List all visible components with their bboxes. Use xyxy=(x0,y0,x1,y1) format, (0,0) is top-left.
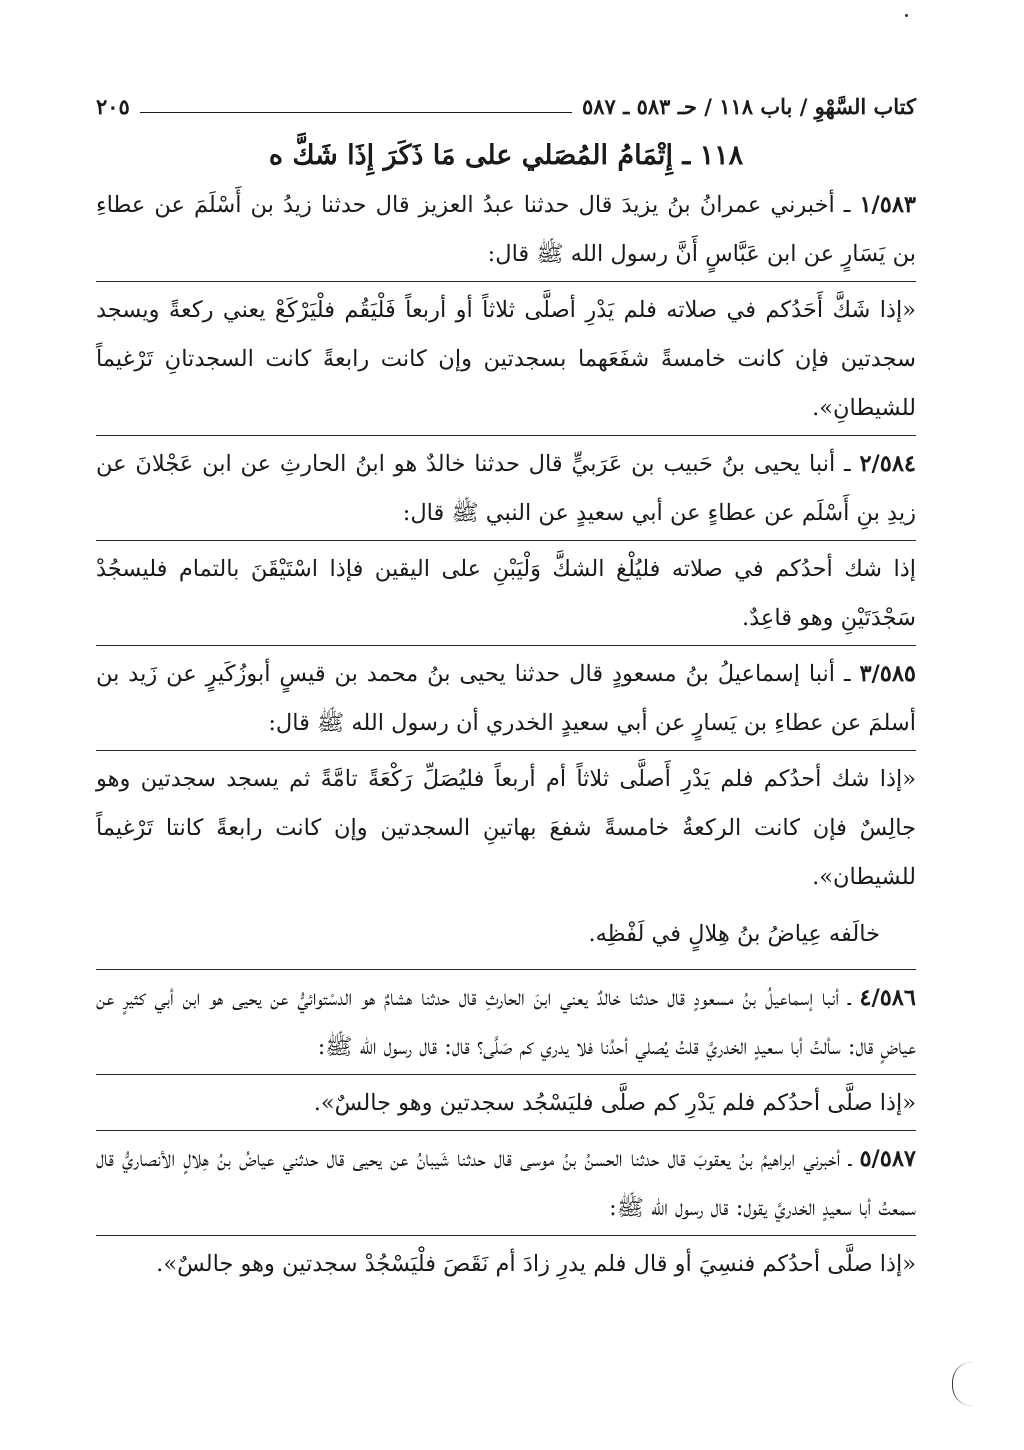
hadith-number: ٢/٥٨٤ xyxy=(859,451,916,478)
section-divider xyxy=(96,969,916,970)
hadith-isnad xyxy=(96,650,916,748)
hadith-isnad xyxy=(96,440,916,538)
page xyxy=(96,90,916,1289)
hadith-number: ١/٥٨٣ xyxy=(859,192,916,219)
ink-dot xyxy=(905,14,908,17)
hadith-isnad xyxy=(96,181,916,279)
hadith-584 xyxy=(96,440,916,646)
hadith-matn: «إذا صلَّى أحدُكم فلم يَدْرِ كم صلَّى فليَسْجُد سجدتين وهو جالسٌ». xyxy=(313,1090,916,1117)
section-divider xyxy=(96,540,916,541)
header-title: كتاب السَّهْوِ / باب ١١٨ / حـ ٥٨٣ ـ ٥٨٧ xyxy=(582,93,916,119)
isnad-text: ـ أنبا يحيى بنُ حَبيب بن عَرَبيٍّ قال حدثنا خالدٌ هو ابنُ الحارثِ عن ابن عَجْلانَ عن زيدِ بنِ أَسْلَم عن عطاءٍ عن أبي سعيدٍ عن النبي ﷺ قال: xyxy=(96,451,916,527)
hadith-matn: «إذا شك أحدُكم فلم يَدْرِ أَصلَّى ثلاثاً أم أربعاً فليُصَلِّ رَكْعَةً تامَّةً ثم يسجد سجدتين وهو جالِسٌ فإن كانت الركعةُ خامسةً شفعَ بهاتينِ السجدتين وإن كانت رابعةً كانتا تَرْغيماً للشيطان». xyxy=(96,766,916,891)
isnad-text: ـ أنبا إسماعيلُ بنُ مسعودٍ قال حدثنا خالدٌ يعني ابنَ الحارثِ قال حدثنا هشامٌ هو الدسْتوائيُّ عن يحيى هو ابن أبي كثيرٍ عن عياضٍ قال: سألتُ أبا سعيدٍ الخدريَّ قلتُ يُصلي أحدُنا فلا يدري كم صَلَّى؟ قال: قال رسول الله ﷺ: xyxy=(96,985,916,1061)
section-divider xyxy=(96,435,916,436)
section-divider xyxy=(96,1235,916,1236)
chapter-title: ١١٨ ـ إِتْمَامُ المُصَلي على مَا ذَكَرَ إِذَا شَكَّ ه xyxy=(268,140,744,171)
section-divider xyxy=(96,1074,916,1075)
margin-bracket-mark xyxy=(952,1362,973,1406)
hadith-587 xyxy=(96,1135,916,1289)
hadith-isnad xyxy=(96,1135,916,1233)
isnad-text: ـ أخبرني ابراهيمُ بنُ يعقوبَ قال حدثنا الحسنُ بنُ موسى قال حدثنا شَيبانُ عن يحيى قال حدثني عياضُ بنُ هِلالٍ الأنصاريُّ قال سمعتُ أبا سعيدٍ الخدريَّ يقول: قال رسول الله ﷺ: xyxy=(96,1146,916,1222)
hadith-583 xyxy=(96,181,916,436)
section-divider xyxy=(96,1130,916,1131)
hadith-matn: «إذا صلَّى أحدُكم فنسِيَ أو قال فلم يدرِ زادَ أم نَقَصَ فلْيَسْجُدْ سجدتين وهو جالسٌ». xyxy=(156,1251,916,1278)
section-divider xyxy=(96,281,916,282)
page-number: ٢٠٥ xyxy=(96,93,130,119)
isnad-text: ـ أنبا إسماعيلُ بنُ مسعودٍ قال حدثنا يحيى بنُ محمد بن قيسٍ أبوزُكَيرٍ عن زَيد بن أسلمَ عن عطاءِ بن يَسارٍ عن أبي سعيدٍ الخدري أن رسول الله ﷺ قال: xyxy=(96,661,916,737)
hadith-586 xyxy=(96,974,916,1131)
section-divider xyxy=(96,750,916,751)
section-divider xyxy=(96,645,916,646)
hadith-number: ٤/٥٨٦ xyxy=(859,985,916,1012)
hadith-matn: إذا شك أحدُكم في صلاته فليُلْغ الشكَّ وَلْيَبْنِ على اليقين فإذا اسْتَيْقَنَ بالتمام فليسجُدْ سَجْدَتَيْنِ وهو قاعِدٌ. xyxy=(96,556,916,632)
hadith-isnad xyxy=(96,974,916,1072)
hadith-matn: «إذا شَكَّ أَحَدُكم في صلاته فلم يَدْرِ أصلَّى ثلاثاً أو أربعاً فَلْيَقُم فلْيَرْكَعْ يعني ركعةً ويسجد سجدتين فإن كانت خامسةً شفَعَهما بسجدتين وإن كانت رابعةً كانت السجدتانِ تَرْغيماً للشيطانِ». xyxy=(96,297,916,422)
hadith-number: ٥/٥٨٧ xyxy=(859,1146,916,1173)
isnad-text: ـ أخبرني عمرانُ بنُ يزيدَ قال حدثنا عبدُ العزيز قال حدثنا زيدُ بن أَسْلَمَ عن عطاءِ بن يَسَارٍ عن ابن عَبَّاسٍ أَنَّ رسول الله ﷺ قال: xyxy=(96,192,916,268)
hadith-number: ٣/٥٨٥ xyxy=(859,661,916,688)
hadith-note: خالَفه عِياضُ بنُ هِلالٍ في لَفْظِه. xyxy=(588,921,880,948)
hadith-585 xyxy=(96,650,916,970)
running-header xyxy=(96,90,916,122)
header-rule xyxy=(140,112,572,113)
